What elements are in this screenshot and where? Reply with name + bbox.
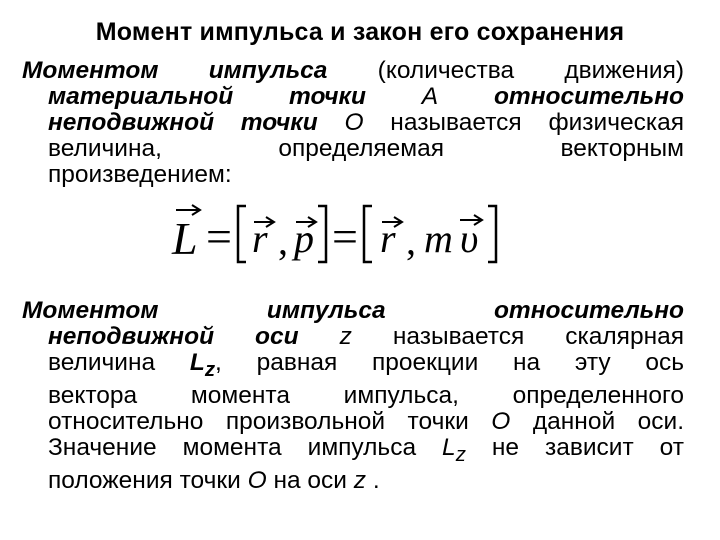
angular-momentum-formula bbox=[168, 196, 558, 276]
p1-line-3 bbox=[22, 110, 684, 136]
bracket-left-2 bbox=[364, 206, 372, 262]
formula-r-1: r bbox=[252, 216, 268, 261]
p2-line-3 bbox=[22, 350, 684, 383]
p2-l6-b: не зависит от bbox=[465, 433, 684, 461]
p2-l7-a: положения точки bbox=[48, 466, 248, 494]
symbol-L-2: L bbox=[442, 433, 456, 461]
p2-l2-text: называется скалярная bbox=[351, 323, 684, 350]
symbol-L: L bbox=[189, 349, 205, 376]
bracket-right-2 bbox=[488, 206, 496, 262]
definition-axis-paragraph bbox=[22, 298, 684, 494]
point-a-label: А bbox=[365, 83, 494, 110]
p2-line-6 bbox=[22, 435, 684, 468]
p2-l5-b: данной оси. bbox=[510, 407, 684, 435]
slide-title: Момент импульса и закон его сохранения bbox=[95, 18, 625, 46]
p2-l5-a: относительно произвольной точки bbox=[48, 407, 492, 435]
point-o-label-2: О bbox=[491, 407, 511, 435]
axis-z-label-2: z bbox=[353, 466, 367, 494]
formula-r-2: r bbox=[380, 216, 396, 261]
subscript-z: z bbox=[204, 358, 216, 381]
symbol-Lz bbox=[189, 349, 216, 381]
p2-line-7 bbox=[22, 468, 684, 494]
term-moment: Моментом импульса bbox=[22, 57, 328, 84]
symbol-Lz-2 bbox=[442, 433, 466, 466]
point-o-label-3: О bbox=[247, 466, 267, 494]
p2-line-1: Моментом импульса относительно bbox=[22, 297, 684, 324]
formula-comma-2: , bbox=[406, 218, 416, 263]
p2-l3-a: величина bbox=[48, 349, 190, 376]
axis-z-label: z bbox=[298, 323, 352, 350]
p2-line-5 bbox=[22, 409, 684, 435]
term-fixed-axis: неподвижной оси bbox=[48, 323, 299, 350]
bracket-left-1 bbox=[238, 206, 246, 262]
formula-v: υ bbox=[460, 216, 479, 261]
formula-m: m bbox=[424, 216, 453, 261]
p2-line-2 bbox=[22, 324, 684, 350]
p1-line-1 bbox=[22, 58, 684, 84]
formula-eq-1: = bbox=[206, 211, 232, 262]
p1-l3-text: называется физическая bbox=[363, 109, 684, 136]
p1-line-2 bbox=[22, 84, 684, 110]
bracket-right-1 bbox=[318, 206, 326, 262]
p2-l7-b: на оси bbox=[266, 466, 354, 494]
p1-line-4: величина, определяемая векторным bbox=[48, 135, 684, 162]
p2-line-4: вектора момента импульса, определенного bbox=[48, 381, 684, 409]
formula-L: L bbox=[172, 213, 198, 264]
point-o-label: О bbox=[317, 109, 364, 136]
p1-l1-text: (количества движения) bbox=[327, 57, 685, 84]
subscript-z-2: z bbox=[455, 443, 466, 466]
term-material-point: материальной точки bbox=[48, 83, 366, 110]
p2-l6-a: Значение момента импульса bbox=[48, 433, 443, 461]
formula-eq-2: = bbox=[332, 211, 358, 262]
p2-l7-c: . bbox=[366, 466, 380, 494]
term-relative: относительно bbox=[493, 83, 684, 110]
p2-l3-b: , равная проекции на эту ось bbox=[215, 349, 684, 376]
formula-p: p bbox=[294, 216, 314, 261]
definition-point-paragraph bbox=[22, 58, 684, 188]
p1-line-5: произведением: bbox=[48, 161, 232, 188]
formula-comma-1: , bbox=[278, 218, 288, 263]
term-fixed-point: неподвижной точки bbox=[48, 109, 318, 136]
